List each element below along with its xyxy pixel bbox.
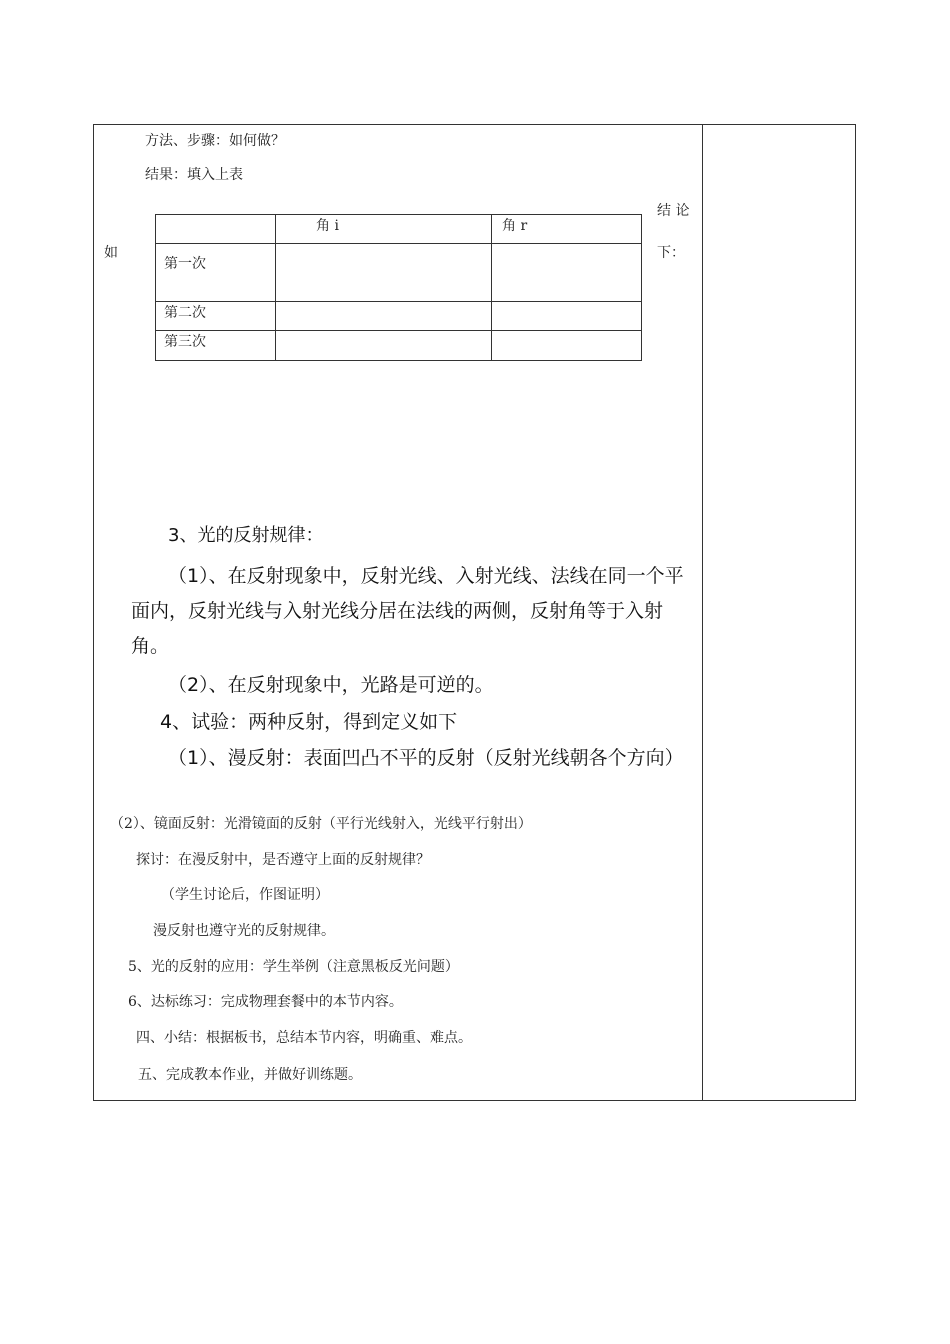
table-header-cell xyxy=(156,215,276,244)
table-row xyxy=(156,244,642,302)
law-p2: （2）、在反射现象中，光路是可逆的。 xyxy=(168,674,494,696)
table-header-row xyxy=(156,215,642,244)
column-divider xyxy=(702,124,703,1101)
table-cell xyxy=(492,331,642,361)
table-cell xyxy=(492,302,642,331)
result-line: 结果：填入上表 xyxy=(145,167,243,183)
table-cell xyxy=(492,244,642,302)
table-row xyxy=(156,302,642,331)
table-row xyxy=(156,331,642,361)
table-cell: 第二次 xyxy=(156,302,276,331)
student-line: （学生讨论后，作图证明） xyxy=(161,887,329,903)
discussion-line: 探讨：在漫反射中，是否遵守上面的反射规律？ xyxy=(136,852,430,868)
table-cell: 第三次 xyxy=(156,331,276,361)
table-cell xyxy=(276,331,492,361)
side-label-left: 如 xyxy=(104,245,118,261)
angle-table xyxy=(155,214,642,361)
table-header-cell: 角 i xyxy=(276,215,492,244)
diffuse-reflection-line: （1）、漫反射：表面凹凸不平的反射（反射光线朝各个方向） xyxy=(168,747,684,769)
conclusion-line: 漫反射也遵守光的反射规律。 xyxy=(153,923,335,939)
law-p1-line3: 角。 xyxy=(131,635,170,657)
law-p1-line2: 面内，反射光线与入射光线分居在法线的两侧，反射角等于入射 xyxy=(131,600,664,622)
experiment-line: 4、试验：两种反射，得到定义如下 xyxy=(160,711,458,733)
side-label-right-1: 结 论 xyxy=(657,203,690,219)
mirror-reflection-line: （2）、镜面反射：光滑镜面的反射（平行光线射入，光线平行射出） xyxy=(110,816,532,832)
table-cell xyxy=(276,244,492,302)
law-p1-line1: （1）、在反射现象中，反射光线、入射光线、法线在同一个平 xyxy=(168,565,684,587)
table-header-cell: 角 r xyxy=(492,215,642,244)
side-label-right-2: 下： xyxy=(657,245,685,261)
homework-line: 五、完成教本作业，并做好训练题。 xyxy=(138,1067,362,1083)
exercise-line: 6、达标练习：完成物理套餐中的本节内容。 xyxy=(128,994,403,1010)
method-line: 方法、步骤：如何做？ xyxy=(145,133,285,149)
table-cell: 第一次 xyxy=(156,244,276,302)
table-cell xyxy=(276,302,492,331)
law-title: 3、光的反射规律： xyxy=(168,525,324,546)
summary-line: 四、小结：根据板书，总结本节内容，明确重、难点。 xyxy=(136,1030,472,1046)
application-line: 5、光的反射的应用：学生举例（注意黑板反光问题） xyxy=(128,959,459,975)
